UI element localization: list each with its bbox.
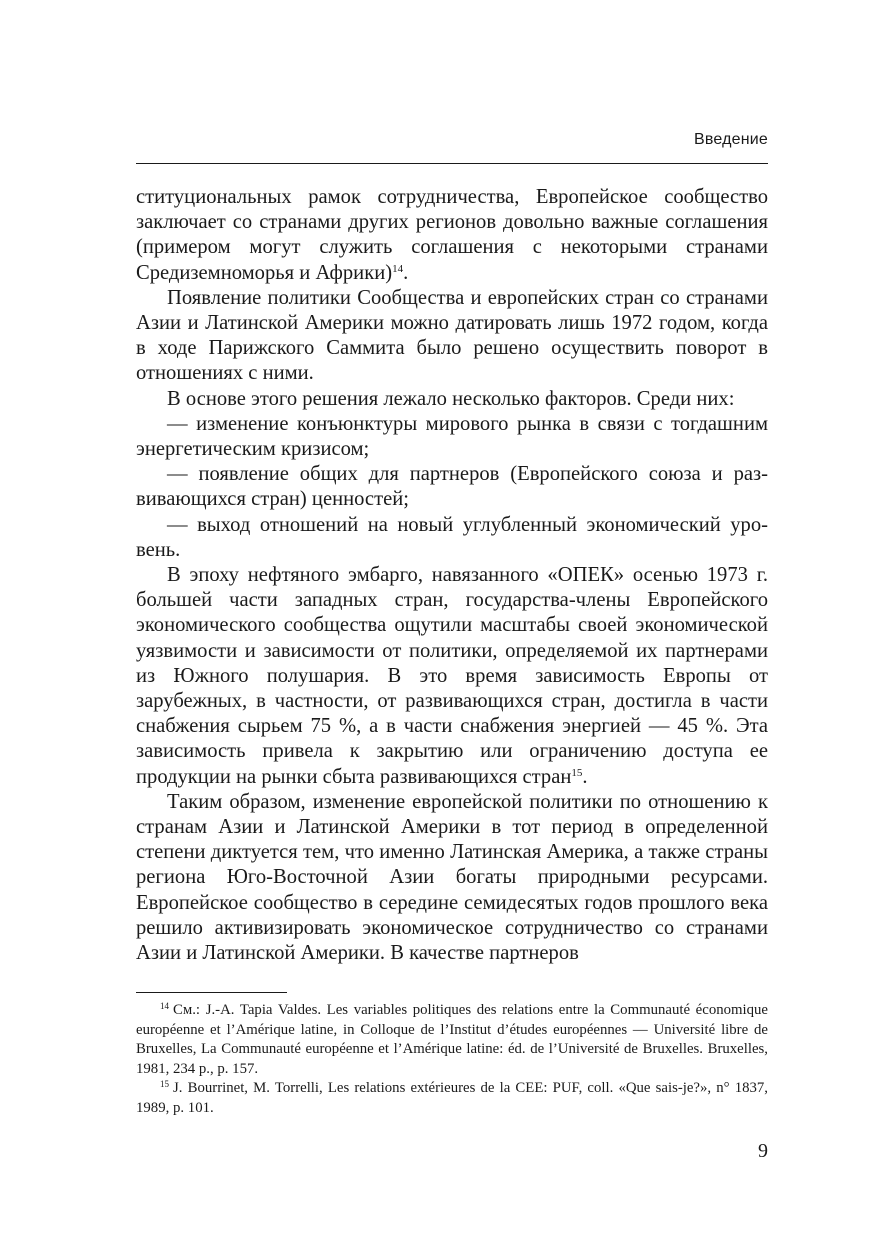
paragraph-1: ституциональных рамок сотрудничества, Европейское сообщество заключает со странами других регионов довольно важные соглашения (примером могут служить соглашения с некоторыми странами Средиземноморья и Африки)$^{14}$. bbox=[136, 186, 768, 284]
footnotes bbox=[136, 1001, 768, 1119]
paragraph-7-text: В эпоху нефтяного эмбарго, навязанного «ОПЕК» осенью 1973 г. большей части западных стран, государства-члены Европейского экономического сообщества ощутили масштабы своей экономической уязвимости и зависимости от политики, определяемой их партнерами из Южного полушария. В это время зависимость Европы от зарубежных, в частности, от развивающихся стран, достигла в части снабжения сырьем 75 %, а в части снабжения энергией — 45 %. Эта зависимость привела к закрытию или ограничению доступа ее продукции на рынки сбыта развивающихся стран bbox=[136, 564, 768, 788]
list-item-1: — изменение конъюнктуры мирового рынка в связи с тогдашним энергетическим кризисом; bbox=[136, 412, 768, 461]
footnote-14 bbox=[136, 1001, 768, 1079]
running-head: Введение bbox=[693, 131, 768, 148]
book-page bbox=[136, 0, 768, 1258]
footnote-ref-15[interactable]: 15 bbox=[571, 766, 583, 779]
header-divider bbox=[136, 163, 768, 164]
paragraph-3: В основе этого решения лежало несколько факторов. Среди них: bbox=[167, 387, 735, 410]
body-text bbox=[136, 185, 768, 966]
footnote-divider bbox=[136, 992, 287, 993]
list-item-3: — выход отношений на новый углубленный экономический уровень. bbox=[136, 513, 768, 561]
paragraph-8: Таким образом, изменение европейской политики по отношению к странам Азии и Латинской Америки в тот период в определенной степени диктуется тем, что именно Латинская Америка, а также страны региона Юго-Восточной Азии богаты природными ресурсами. Европейское сообщество в середине семидесятых годов прошлого века решило активизировать экономическое сотрудничество со странами Азии и Латинской Америки. В качестве партнеров bbox=[136, 790, 768, 965]
list-item-2: — появление общих для партнеров (Европейского союза и развивающихся стран) ценностей; bbox=[136, 463, 768, 511]
paragraph-1-text: ституциональных рамок сотрудничества, Европейское сообщество заключает со странами других регионов довольно важные соглашения (примером могут служить соглашения с некоторыми странами Средиземноморья и Африки) bbox=[136, 186, 768, 284]
footnote-15 bbox=[136, 1079, 768, 1118]
footnote-number: 15 bbox=[160, 1079, 169, 1090]
footnote-number: 14 bbox=[160, 1001, 169, 1011]
footnote-ref-14[interactable]: 14 bbox=[392, 262, 404, 275]
page-number: 9 bbox=[758, 1140, 768, 1162]
footnote-text: J. Bourrinet, M. Torrelli, Les relations extérieures de la CEE: PUF, coll. «Que sais-je?», n° 1837, 1989, p. 101. bbox=[136, 1080, 768, 1116]
paragraph-2: Появление политики Сообщества и европейских стран со странами Азии и Латинской Америки можно датировать лишь 1972 годом, когда в ходе Парижского Саммита было решено осуществить поворот в отношениях с ними. bbox=[136, 286, 768, 385]
footnote-text: См.: J.-A. Tapia Valdes. Les variables politiques des relations entre la Communauté économique européenne et l’Amérique latine, in Colloque de l’Institut d’études européennes — Université libre de Bruxelles, La Communauté européenne et l’Amérique latine: éd. de l’Université de Bruxelles. Bruxelles, 1981, 234 p., p. 157. bbox=[136, 1002, 768, 1077]
paragraph-7: В эпоху нефтяного эмбарго, навязанного «ОПЕК» осенью 1973 г. большей части западных стран, государства-члены Европейского экономического сообщества ощутили масштабы своей экономической уязвимости и зависимости от политики, определяемой их партнерами из Южного полушария. В это время зависимость Европы от зарубежных, в частности, от развивающихся стран, достигла в части снабжения сырьем 75 %, а в части снабжения энергией — 45 %. Эта зависимость привела к закрытию или ограничению доступа ее продукции на рынки сбыта развивающихся стран$^{15}$. bbox=[136, 564, 768, 788]
